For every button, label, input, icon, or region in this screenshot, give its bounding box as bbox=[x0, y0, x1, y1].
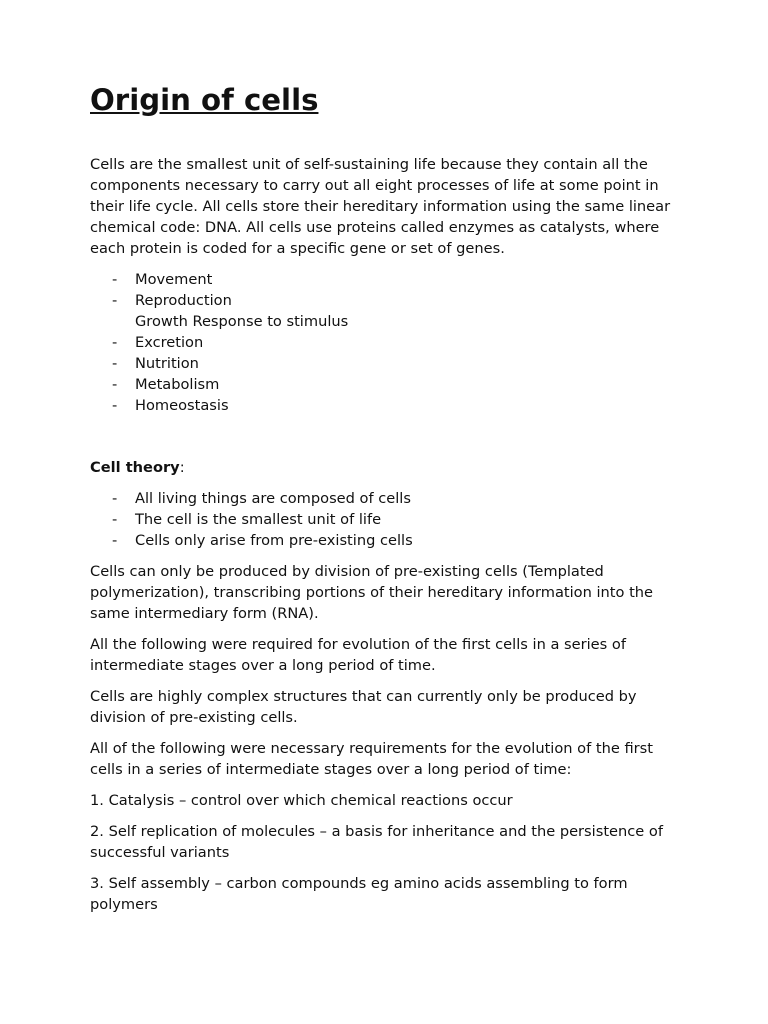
list-item bbox=[90, 353, 680, 374]
list-item-text: Homeostasis bbox=[135, 397, 229, 414]
list-item bbox=[90, 395, 680, 416]
list-item bbox=[90, 509, 680, 530]
list-dash: - bbox=[112, 334, 118, 351]
document-title: Origin of cells bbox=[90, 83, 319, 117]
cell-theory-list bbox=[90, 488, 680, 551]
list-dash: - bbox=[112, 511, 118, 528]
list-item bbox=[90, 488, 680, 509]
list-dash: - bbox=[112, 490, 118, 507]
list-item bbox=[90, 332, 680, 353]
list-item bbox=[90, 311, 680, 332]
list-item-text: Reproduction bbox=[135, 292, 232, 309]
list-dash: - bbox=[112, 532, 118, 549]
list-dash: - bbox=[112, 292, 118, 309]
list-item-text: Metabolism bbox=[135, 376, 220, 393]
body-paragraph: All the following were required for evolution of the first cells in a series of intermediate stages over a long period of time. bbox=[90, 636, 626, 674]
list-item-text: Nutrition bbox=[135, 355, 199, 372]
list-dash: - bbox=[112, 376, 118, 393]
list-dash: - bbox=[112, 271, 118, 288]
numbered-requirement: 3. Self assembly – carbon compounds eg amino acids assembling to form polymers bbox=[90, 875, 628, 913]
body-paragraph: Cells are highly complex structures that can currently only be produced by division of pre-existing cells. bbox=[90, 688, 637, 726]
life-processes-list bbox=[90, 269, 680, 416]
body-paragraph: All of the following were necessary requirements for the evolution of the first cells in a series of intermediate stages over a long period of time: bbox=[90, 740, 653, 778]
numbered-requirement: 1. Catalysis – control over which chemical reactions occur bbox=[90, 792, 513, 809]
list-item-text: Growth Response to stimulus bbox=[135, 313, 349, 330]
body-paragraph: Cells can only be produced by division of pre-existing cells (Templated polymerization), transcribing portions of their hereditary information into the same intermediary form (RNA). bbox=[90, 563, 654, 622]
cell-theory-colon: : bbox=[179, 459, 185, 476]
list-item-text: All living things are composed of cells bbox=[135, 490, 411, 507]
list-item-text: Cells only arise from pre-existing cells bbox=[135, 532, 413, 549]
list-item-text: Excretion bbox=[135, 334, 204, 351]
cell-theory-heading-text: Cell theory bbox=[90, 459, 180, 476]
numbered-requirement: 2. Self replication of molecules – a basis for inheritance and the persistence of successful variants bbox=[90, 823, 663, 861]
cell-theory-heading bbox=[90, 457, 680, 478]
list-dash: - bbox=[112, 397, 118, 414]
list-item bbox=[90, 530, 680, 551]
list-item bbox=[90, 374, 680, 395]
document-page bbox=[90, 83, 680, 915]
intro-paragraph: Cells are the smallest unit of self-sustaining life because they contain all the components necessary to carry out all eight processes of life at some point in their life cycle. All cells store their hereditary information using the same linear chemical code: DNA. All cells use proteins called enzymes as catalysts, where each protein is coded for a specific gene or set of genes. bbox=[90, 156, 671, 257]
list-item-text: Movement bbox=[135, 271, 213, 288]
list-item-text: The cell is the smallest unit of life bbox=[135, 511, 382, 528]
list-item bbox=[90, 290, 680, 311]
list-dash: - bbox=[112, 355, 118, 372]
list-item bbox=[90, 269, 680, 290]
